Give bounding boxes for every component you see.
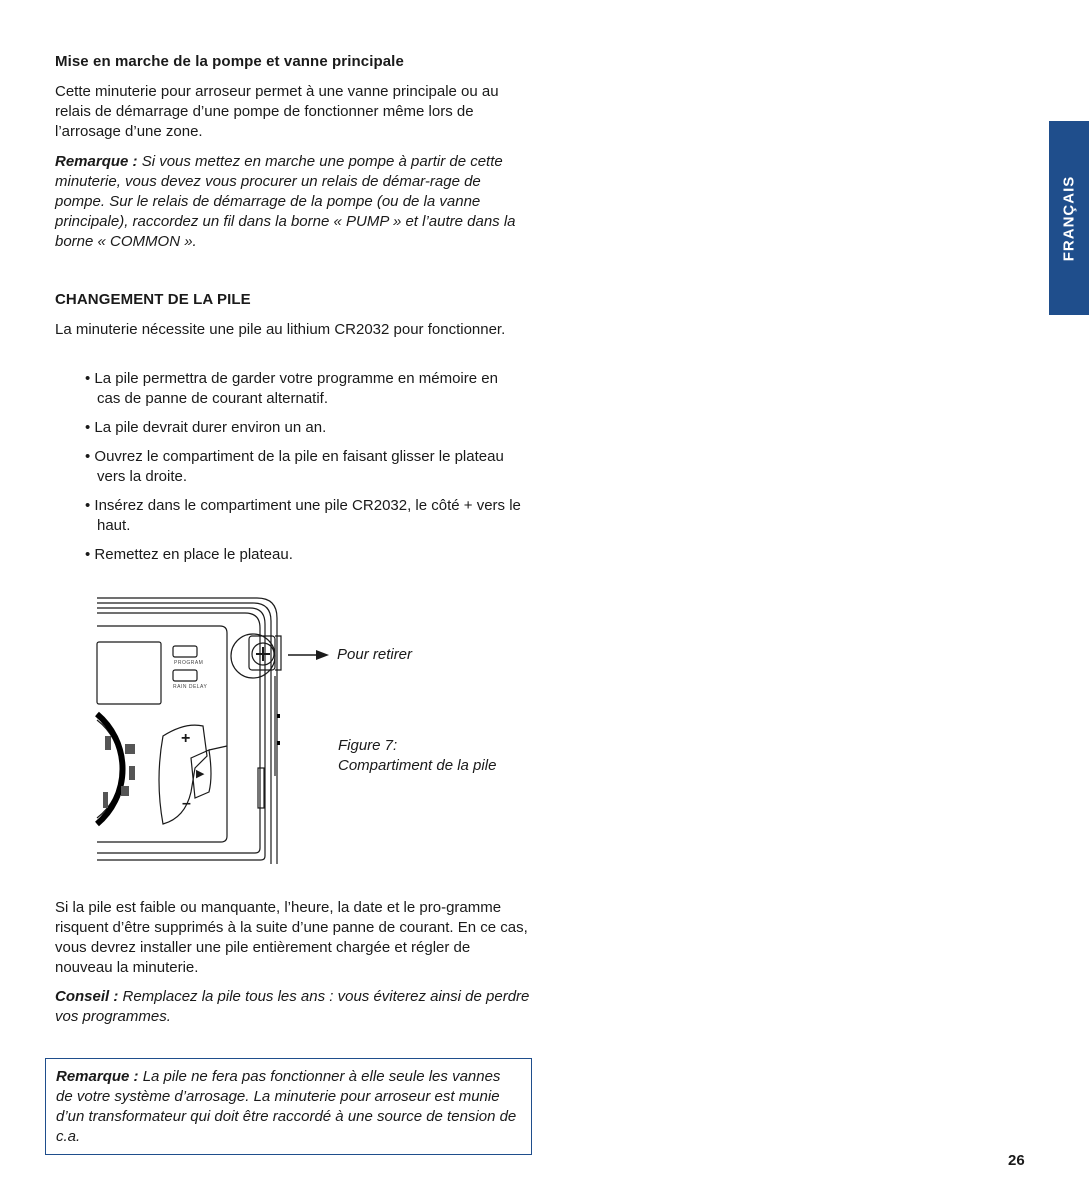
box-note — [56, 1067, 521, 1147]
after-body-block — [55, 898, 530, 978]
list-item: • Remettez en place le plateau. — [85, 545, 525, 565]
tip-block — [55, 987, 530, 1027]
language-tab — [1049, 121, 1089, 315]
battery-intro: La minuterie nécessite une pile au lithium CR2032 pour fonctionner. — [55, 321, 506, 338]
box-note-text: La pile ne fera pas fonctionner à elle seule les vannes de votre système d’arrosage. La minuterie pour arroseur est munie d’un transformateur qui doit être raccordé à une source de tension de c.a. — [56, 1068, 517, 1145]
list-item: • Ouvrez le compartiment de la pile en faisant glisser le plateau vers la droite. — [85, 447, 525, 487]
after-body: Si la pile est faible ou manquante, l’heure, la date et le pro-gramme risquent d’être supprimés à la suite d’une panne de courant. En ce cas, vous devrez installer une pile entièrement chargée et régler de nouveau la minuterie. — [55, 899, 528, 976]
battery-intro-block — [55, 320, 530, 340]
pump-note-block — [55, 152, 530, 252]
arrow-label: Pour retirer — [337, 646, 413, 663]
tip-text: Remplacez la pile tous les ans : vous éviterez ainsi de perdre vos programmes. — [55, 988, 530, 1025]
battery-compartment-figure — [95, 596, 345, 873]
figure-caption — [338, 736, 496, 776]
battery-heading-block — [55, 291, 530, 308]
pump-body: Cette minuterie pour arroseur permet à une vanne principale ou au relais de démarrage d’une pompe de fonctionner même lors de l’arrosage d’une zone. — [55, 83, 499, 140]
minus-sign: – — [182, 795, 191, 812]
rain-delay-button-label: RAIN DELAY — [173, 684, 208, 690]
pump-note — [55, 152, 530, 252]
pump-note-text: Si vous mettez en marche une pompe à partir de cette minuterie, vous devez vous procurer un relais de démar-rage de pompe. Sur le relais de démarrage de la pompe (ou de la vanne principale), raccordez un fil dans la borne « PUMP » et l’autre dans la borne « COMMON ». — [55, 153, 516, 250]
pump-note-label: Remarque : — [55, 153, 138, 170]
battery-bullet-list — [85, 369, 525, 574]
plus-sign: + — [181, 730, 191, 747]
right-arrow-icon — [288, 648, 330, 662]
figure-caption-line2: Compartiment de la pile — [338, 757, 497, 774]
battery-heading: CHANGEMENT DE LA PILE — [55, 291, 251, 308]
play-symbol: ▶ — [196, 768, 205, 780]
timer-drawing — [95, 596, 345, 868]
pump-section — [55, 53, 530, 70]
tip-label: Conseil : — [55, 988, 119, 1005]
pump-heading: Mise en marche de la pompe et vanne principale — [55, 53, 404, 70]
list-item: • La pile permettra de garder votre programme en mémoire en cas de panne de courant alternatif. — [85, 369, 525, 409]
program-button-label: PROGRAM — [174, 660, 204, 666]
tip — [55, 987, 530, 1027]
figure-caption-line1: Figure 7: — [338, 737, 398, 754]
box-note-label: Remarque : — [56, 1068, 139, 1085]
note-box — [45, 1058, 532, 1155]
page-number: 26 — [1008, 1152, 1025, 1169]
language-tab-label: FRANÇAIS — [1060, 175, 1078, 261]
pump-body-block — [55, 82, 530, 142]
list-item: • Insérez dans le compartiment une pile CR2032, le côté + vers le haut. — [85, 496, 525, 536]
list-item: • La pile devrait durer environ un an. — [85, 418, 525, 438]
